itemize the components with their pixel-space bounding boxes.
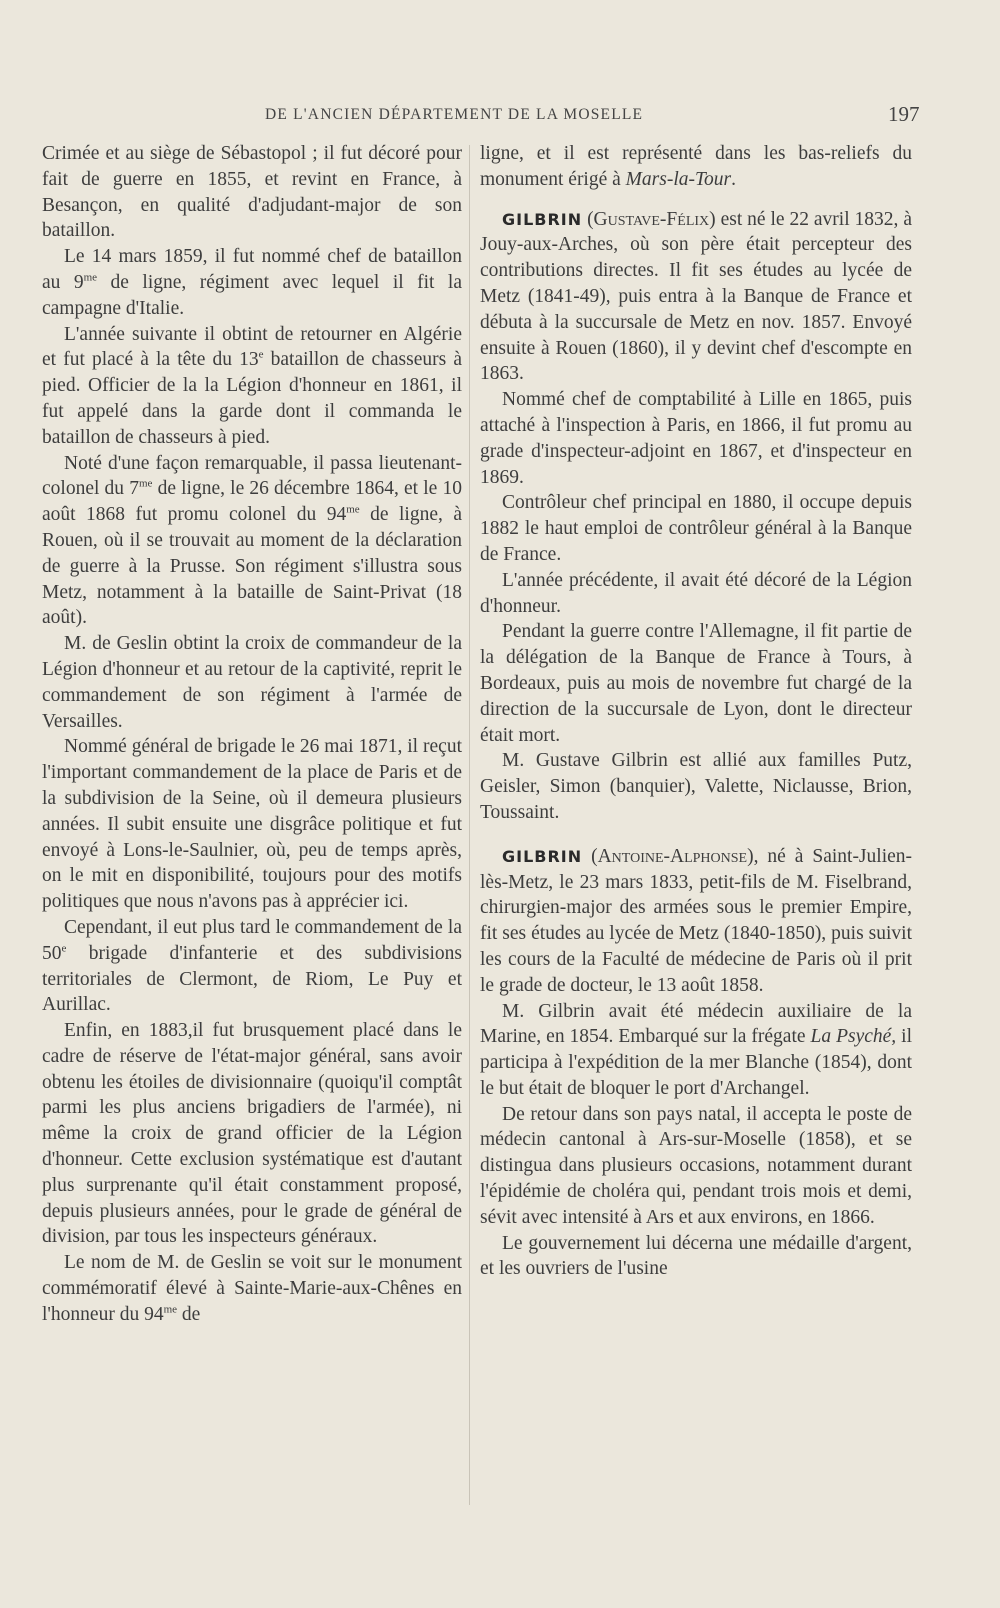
paragraph: Cependant, il eut plus tard le commandement de la 50e brigade d'infanterie et des subdivisions territoriales de Clermont, de Riom, Le Puy et Aurillac. — [42, 916, 462, 1016]
right-column — [480, 141, 912, 1282]
paragraph: L'année précédente, il avait été décoré de la Légion d'honneur. — [480, 569, 912, 617]
biography-entry: GILBRIN (Antoine-Alphonse), né à Saint-Julien-lès-Metz, le 23 mars 1833, petit-fils de M. Fiselbrand, chirurgien-major des armées sous le premier Empire, fit ses études au lycée de Metz (1840-1850), puis suivit les cours de la Faculté de médecine de Paris où il prit le grade de docteur, le 13 août 1858. — [480, 845, 913, 996]
column-divider — [469, 145, 470, 1505]
paragraph: Le nom de M. de Geslin se voit sur le monument commémoratif élevé à Sainte-Marie-aux-Chênes en l'honneur du $94^{me}$ de — [42, 1252, 462, 1325]
running-head-title: DE L'ANCIEN DÉPARTEMENT DE LA MOSELLE — [265, 106, 644, 123]
paragraph: Enfin, en 1883,il fut brusquement placé dans le cadre de réserve de l'état-major général, sans avoir obtenu les étoiles de divisionnaire (quoiqu'il comptât parmi les plus anciens brigadiers de l'armée), ni même la croix de grand officier de la Légion d'honneur. Cette exclusion systématique est d'autant plus surprenante qu'il était constamment proposé, depuis plusieurs années, pour le grade de général de division, par tous les inspecteurs généraux. — [42, 1020, 462, 1248]
entry-given-names: (Antoine-Alphonse) — [591, 845, 754, 867]
paragraph: M. de Geslin obtint la croix de commandeur de la Légion d'honneur et au retour de la captivité, reprit le commandement de son régiment à l'armée de Versailles. — [42, 633, 462, 732]
left-column — [42, 141, 462, 1328]
running-head — [0, 100, 1000, 130]
paragraph: De retour dans son pays natal, il accepta le poste de médecin cantonal à Ars-sur-Moselle (1858), et se distingua dans plusieurs occasions, notamment durant l'épidémie de choléra qui, pendant trois mois et demi, sévit avec intensité à Ars et aux environs, en 1866. — [480, 1103, 912, 1228]
paragraph: Pendant la guerre contre l'Allemagne, il fit partie de la délégation de la Banque de France à Tours, à Bordeaux, puis au mois de novembre fut chargé de la direction de la succursale de Lyon, dont le directeur était mort. — [480, 621, 912, 746]
paragraph: L'année suivante il obtint de retourner en Algérie et fut placé à la tête du 13e bataillon de chasseurs à pied. Officier de la la Légion d'honneur en 1861, il fut appelé dans la garde dont il commanda le bataillon de chasseurs à pied. — [42, 323, 463, 448]
paragraph: Le gouvernement lui décerna une médaille d'argent, et les ouvriers de l'usine — [480, 1232, 912, 1280]
paragraph: Le 14 mars 1859, il fut nommé chef de bataillon au $9^{me}$ de ligne, régiment avec lequel il fit la campagne d'Italie. — [42, 246, 462, 319]
paragraph: M. Gilbrin avait été médecin auxiliaire de la Marine, en 1854. Embarqué sur la frégate La Psyché, il participa à l'expédition de la mer Blanche (1854), dont le but était de bloquer le port d'Archangel. — [480, 1000, 913, 1099]
page-number: 197 — [888, 102, 920, 126]
paragraph: M. Gustave Gilbrin est allié aux familles Putz, Geisler, Simon (banquier), Valette, Niclausse, Brion, Toussaint. — [480, 750, 912, 823]
biography-entry: GILBRIN (Gustave-Félix) est né le 22 avril 1832, à Jouy-aux-Arches, où son père était percepteur des contributions directes. Il fit ses études au lycée de Metz (1841-49), puis entra à la Banque de France et débuta à la succursale de Metz en nov. 1857. Envoyé ensuite à Rouen (1860), il y devint chef d'escompte en 1863. — [480, 208, 912, 385]
paragraph: ligne, et il est représenté dans les bas-reliefs du monument érigé à Mars-la-Tour. — [480, 143, 912, 190]
paragraph: Nommé général de brigade le 26 mai 1871, il reçut l'important commandement de la place de Paris et de la subdivision de la Seine, où il demeura plusieurs années. Il subit ensuite une disgrâce politique et fut envoyé à Lons-le-Saulnier, où, peu de temps après, on le mit en disponibilité, toujours pour des motifs politiques que nous n'avons pas à apprécier ici. — [42, 736, 462, 913]
paragraph: Crimée et au siège de Sébastopol ; il fut décoré pour fait de guerre en 1855, et revint en France, à Besançon, en qualité d'adjudant-major de son bataillon. — [42, 143, 462, 242]
entry-surname: GILBRIN — [502, 846, 583, 866]
paragraph: Noté d'une façon remarquable, il passa lieutenant-colonel du $7^{me}$ de ligne, le 26 décembre 1864, et le 10 août 1868 fut promu colonel du $94^{me}$ de ligne, à Rouen, où il se trouvait au moment de la déclaration de guerre à la Prusse. Son régiment s'illustra sous Metz, notamment à la bataille de Saint-Privat (18 août). — [42, 452, 462, 629]
entry-given-names: (Gustave-Félix) — [587, 208, 716, 230]
entry-surname: GILBRIN — [502, 209, 583, 229]
paragraph: Nommé chef de comptabilité à Lille en 1865, puis attaché à l'inspection à Paris, en 1866, il fut promu au grade d'inspecteur-adjoint en 1867, et d'inspecteur en 1869. — [480, 389, 912, 488]
paragraph: Contrôleur chef principal en 1880, il occupe depuis 1882 le haut emploi de contrôleur général à la Banque de France. — [480, 492, 912, 565]
